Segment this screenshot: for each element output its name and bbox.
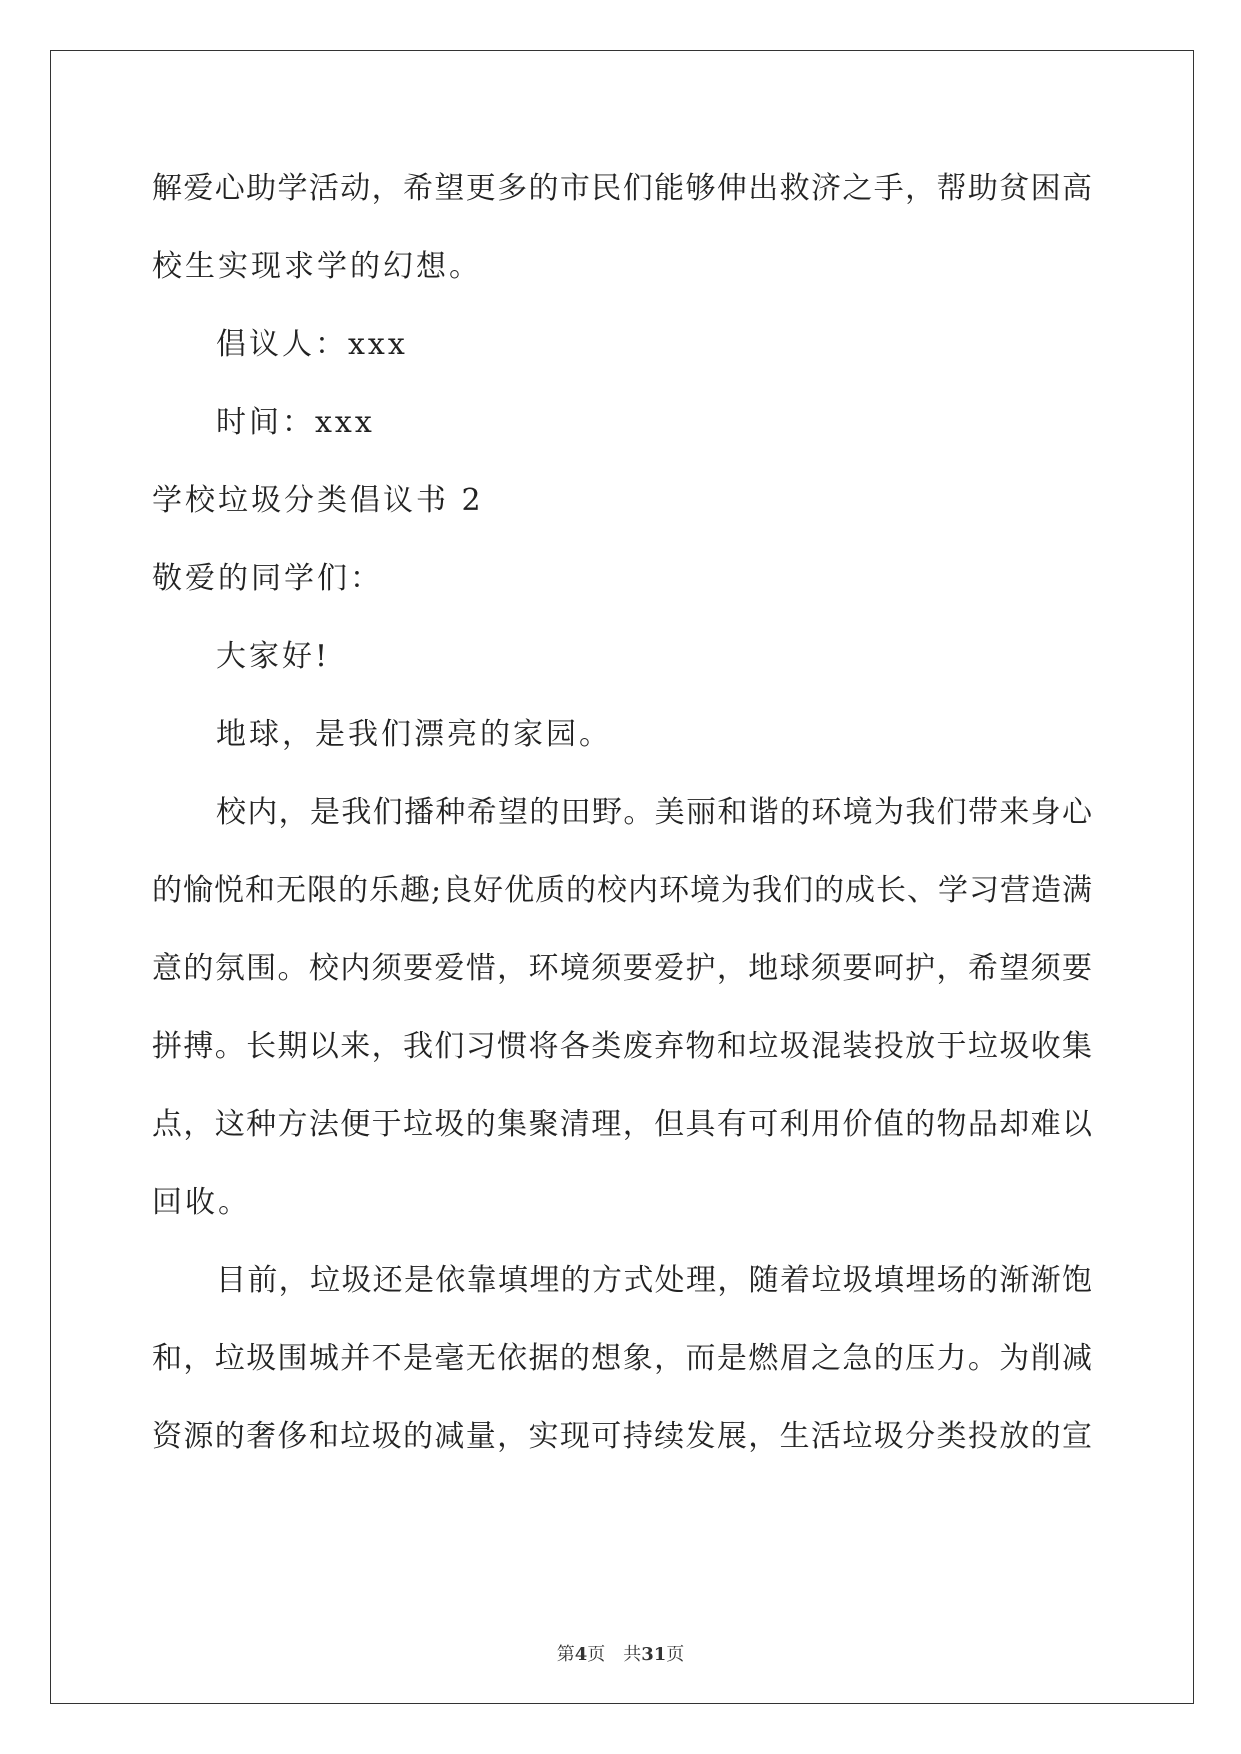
page-footer bbox=[0, 1640, 1241, 1666]
text-line: 校生实现求学的幻想。 bbox=[152, 249, 482, 284]
footer-total-suffix: 页 bbox=[666, 1644, 685, 1665]
text-line: 解爱心助学活动，希望更多的市民们能够伸出救济之手，帮助贫困高 bbox=[152, 171, 1092, 206]
greeting: 大家好! bbox=[216, 639, 331, 674]
salutation: 敬爱的同学们： bbox=[152, 561, 383, 596]
text-line: 点，这种方法便于垃圾的集聚清理，但具有可利用价值的物品却难以 bbox=[152, 1107, 1092, 1142]
text-line: 地球，是我们漂亮的家园。 bbox=[216, 717, 612, 752]
text-line: 时间：xxx bbox=[216, 405, 375, 440]
text-line: 资源的奢侈和垃圾的减量，实现可持续发展，生活垃圾分类投放的宣 bbox=[152, 1419, 1092, 1454]
total-pages-number: 31 bbox=[641, 1644, 667, 1665]
section-heading: 学校垃圾分类倡议书 2 bbox=[152, 483, 484, 518]
footer-prefix: 第 bbox=[556, 1644, 575, 1665]
text-line: 校内，是我们播种希望的田野。美丽和谐的环境为我们带来身心 bbox=[216, 795, 1092, 830]
text-line: 的愉悦和无限的乐趣;良好优质的校内环境为我们的成长、学习营造满 bbox=[152, 873, 1092, 908]
text-line: 目前，垃圾还是依靠填埋的方式处理，随着垃圾填埋场的渐渐饱 bbox=[216, 1263, 1092, 1298]
current-page-number: 4 bbox=[574, 1644, 588, 1665]
text-line: 回收。 bbox=[152, 1185, 251, 1220]
text-line: 拼搏。长期以来，我们习惯将各类废弃物和垃圾混装投放于垃圾收集 bbox=[152, 1029, 1092, 1064]
footer-page-word: 页 bbox=[587, 1644, 606, 1665]
document-body bbox=[152, 150, 1092, 1476]
text-line: 倡议人：xxx bbox=[216, 327, 408, 362]
text-line: 和，垃圾围城并不是毫无依据的想象，而是燃眉之急的压力。为削减 bbox=[152, 1341, 1092, 1376]
footer-total-prefix: 共 bbox=[623, 1644, 642, 1665]
text-line: 意的氛围。校内须要爱惜，环境须要爱护，地球须要呵护，希望须要 bbox=[152, 951, 1092, 986]
